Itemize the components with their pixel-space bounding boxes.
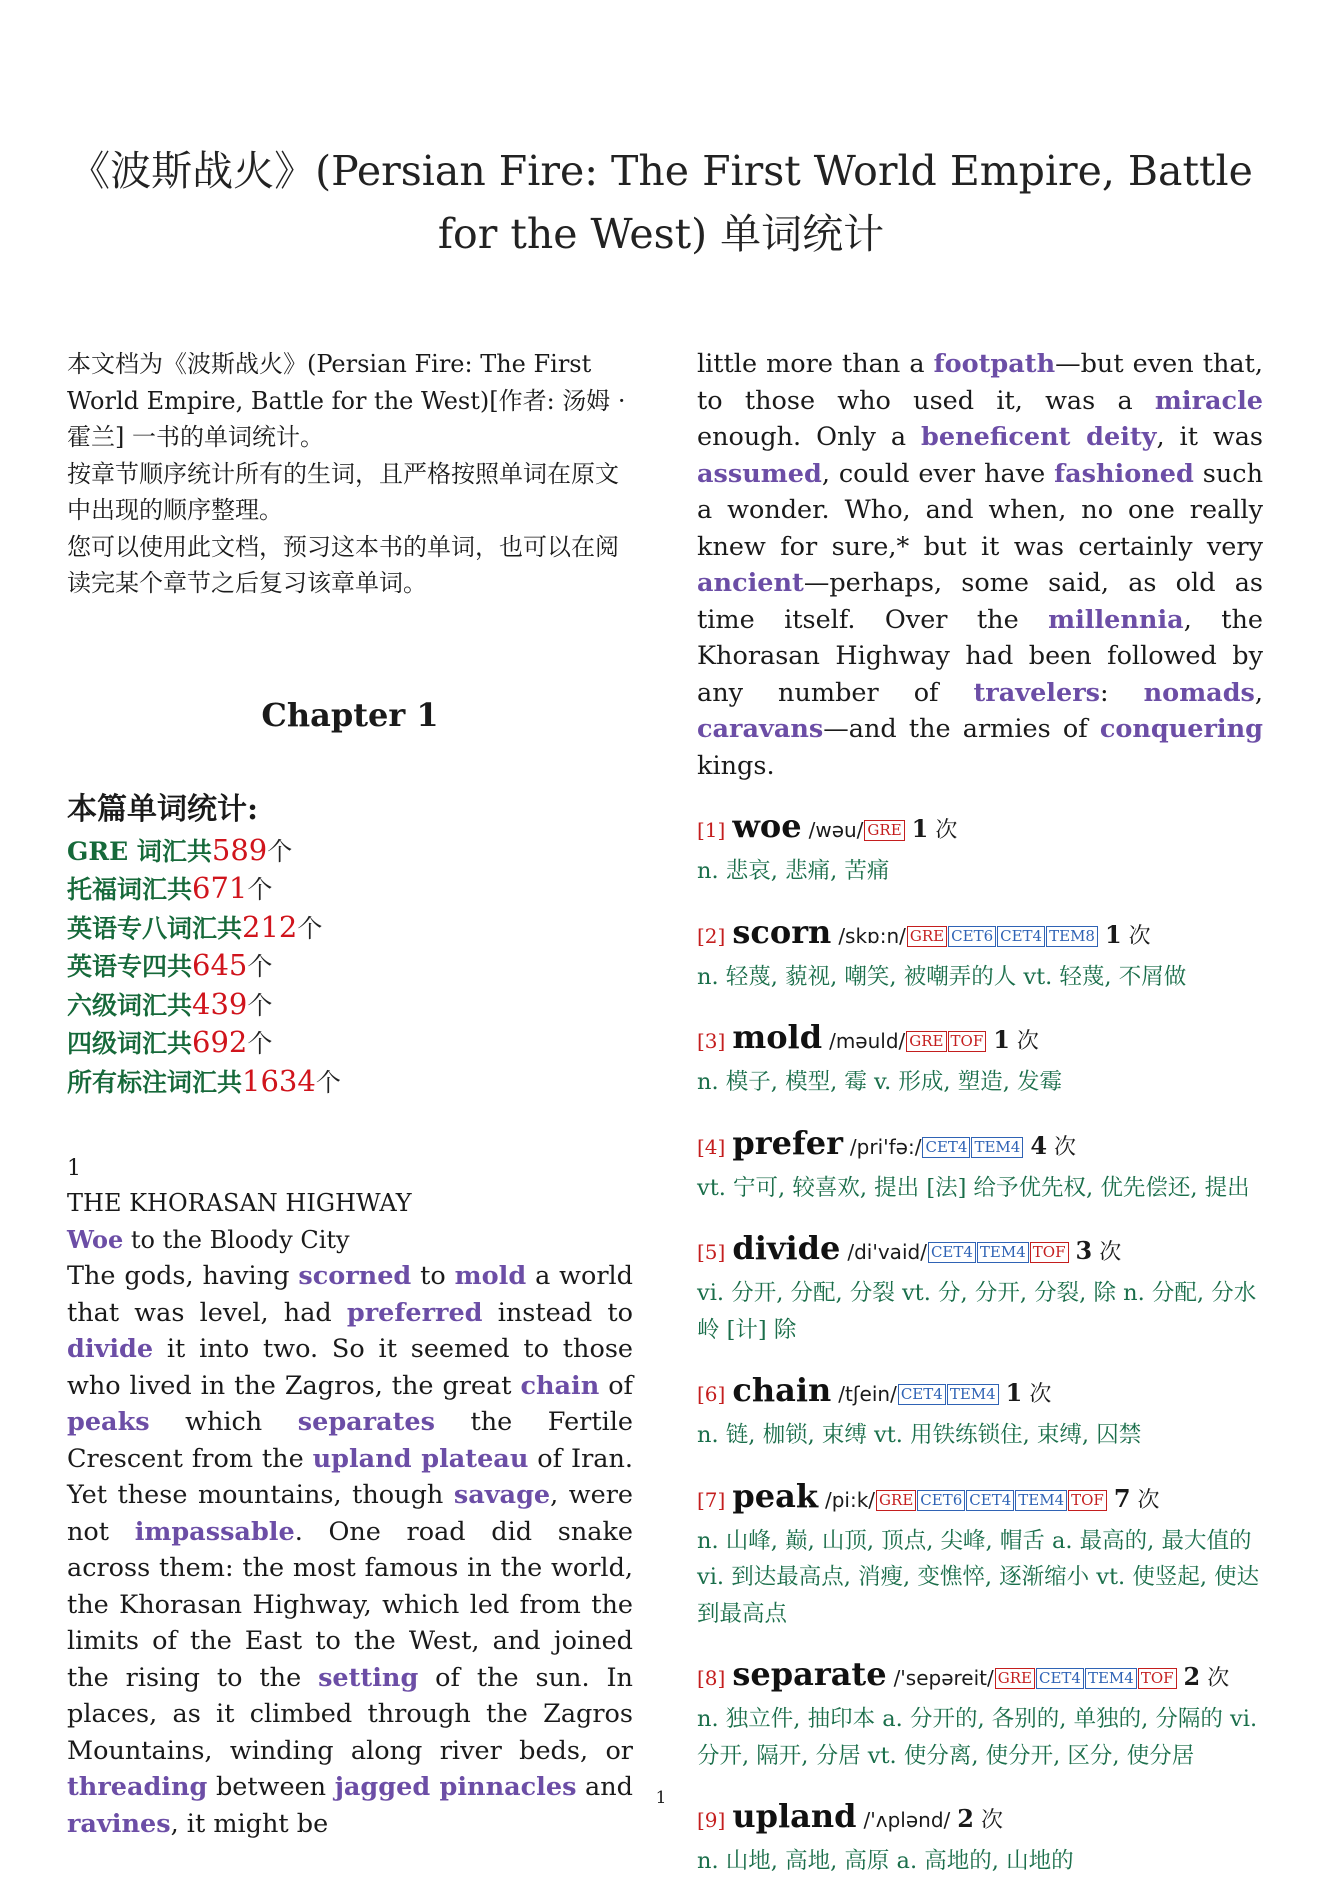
vocab-word[interactable]: separates [297, 1407, 435, 1437]
entry-count-unit: 次 [1022, 1382, 1052, 1407]
entry-count [957, 1804, 1003, 1833]
entry-count-number: 3 [1075, 1236, 1093, 1265]
entry-tag-cet4: CET4 [997, 926, 1045, 947]
stat-row [67, 1024, 633, 1063]
entry-index: [3] [697, 1029, 726, 1053]
stat-label: GRE 词汇共 [67, 836, 212, 866]
entry-tag-gre: GRE [876, 1490, 916, 1511]
entry-tag-gre: GRE [995, 1668, 1035, 1689]
vocab-word[interactable]: upland plateau [312, 1443, 529, 1474]
entry-phonetic: /pi:k/ [824, 1487, 876, 1512]
section-heading: THE KHORASAN HIGHWAY [67, 1189, 412, 1217]
entry-count [911, 814, 958, 843]
stat-unit: 个 [247, 952, 273, 981]
vocab-word[interactable]: beneficent deity [921, 422, 1157, 452]
entry-word[interactable]: divide [732, 1229, 841, 1267]
entry-tag-tof: TOF [1138, 1668, 1177, 1689]
stat-count: 645 [192, 948, 248, 982]
vocab-word[interactable]: footpath [933, 349, 1056, 379]
entry-tag-cet4: CET4 [922, 1137, 970, 1158]
entry-index: [4] [697, 1134, 726, 1159]
stat-unit: 个 [297, 913, 323, 943]
entry-tag-tem4: TEM4 [1085, 1668, 1137, 1689]
stat-row [67, 870, 633, 909]
vocab-word[interactable]: savage [453, 1480, 551, 1510]
section-number: 1 [67, 1156, 81, 1181]
vocab-entry [697, 1226, 1263, 1348]
entry-list [697, 804, 1263, 1880]
entry-tag-tem4: TEM4 [1015, 1490, 1067, 1511]
entry-index: [2] [697, 923, 726, 948]
vocab-word[interactable]: preferred [346, 1297, 483, 1328]
entry-head [697, 1474, 1263, 1523]
entry-index: [5] [697, 1240, 726, 1264]
entry-index: [1] [697, 818, 726, 842]
entry-count [1104, 919, 1151, 949]
vocab-word[interactable]: setting [318, 1662, 419, 1693]
stat-count: 671 [192, 871, 248, 905]
entry-count-number: 2 [1183, 1662, 1201, 1691]
entry-tag-cet4: CET4 [928, 1242, 976, 1263]
stat-label: 四级词汇共 [67, 1029, 193, 1058]
entry-count-number: 7 [1113, 1483, 1131, 1513]
vocab-word[interactable]: chain [520, 1370, 600, 1401]
entry-count [993, 1025, 1039, 1054]
vocab-word[interactable]: scorned [298, 1261, 412, 1291]
entry-definition: n. 独立件, 抽印本 a. 分开的, 各别的, 单独的, 分隔的 vi. 分开, 隔开, 分居 vt. 使分离, 使分开, 区分, 使分居 [697, 1706, 1258, 1769]
entry-phonetic: /di'vaid/ [847, 1240, 927, 1264]
stat-count: 1634 [242, 1063, 316, 1098]
stat-count: 439 [192, 986, 248, 1021]
entry-definition: n. 山峰, 巅, 山顶, 顶点, 尖峰, 帽舌 a. 最高的, 最大值的 vi. 到达最高点, 消瘦, 变憔悴, 逐渐缩小 vt. 使竖起, 使达到最高点 [697, 1527, 1260, 1627]
stat-count: 692 [192, 1025, 248, 1059]
stat-unit: 个 [267, 836, 293, 866]
vocab-entry [697, 1652, 1263, 1774]
entry-tag-tem4: TEM4 [971, 1137, 1023, 1158]
stat-row [67, 1063, 633, 1102]
vocab-entry [697, 1121, 1263, 1207]
entry-definition: n. 模子, 模型, 霉 v. 形成, 塑造, 发霉 [697, 1069, 1063, 1095]
vocab-word[interactable]: peaks [67, 1407, 150, 1437]
entry-count-number: 1 [911, 814, 929, 843]
entry-tag-cet4: CET4 [898, 1384, 946, 1405]
entry-count-unit: 次 [973, 1808, 1003, 1833]
stat-unit: 个 [247, 875, 273, 904]
entry-tag-gre: GRE [907, 926, 947, 947]
entry-count-unit: 次 [1130, 1487, 1160, 1513]
stat-unit: 个 [247, 1029, 273, 1058]
entry-phonetic: /skɒ:n/ [838, 923, 906, 948]
entry-count-unit: 次 [1092, 1240, 1122, 1265]
entry-tag-cet4: CET4 [1036, 1668, 1084, 1689]
entry-head [697, 1226, 1263, 1275]
entry-definition: vi. 分开, 分配, 分裂 vt. 分, 分开, 分裂, 除 n. 分配, 分水岭 [计] 除 [697, 1280, 1257, 1343]
entry-tag-tem4: TEM4 [977, 1242, 1029, 1263]
entry-tag-tof: TOF [948, 1031, 987, 1052]
entry-head [697, 804, 1263, 853]
entry-count-number: 2 [957, 1804, 974, 1833]
entry-count-unit: 次 [1200, 1666, 1230, 1691]
stats-list [67, 832, 633, 1102]
stat-label: 六级词汇共 [67, 990, 193, 1020]
entry-head [697, 1015, 1263, 1064]
chapter-title: Chapter 1 [261, 695, 439, 734]
entry-index: [9] [697, 1808, 726, 1832]
entry-count [1183, 1662, 1230, 1691]
vocab-word[interactable]: caravans [697, 714, 824, 744]
stat-count: 212 [242, 909, 298, 944]
document-title: 《波斯战火》(Persian Fire: The First World Empire, Battle for the West) 单词统计 [69, 147, 1253, 258]
stat-unit: 个 [247, 990, 273, 1020]
entry-tag-cet6: CET6 [948, 926, 996, 947]
entry-word[interactable]: peak [732, 1476, 818, 1515]
vocab-word[interactable]: Woe [67, 1224, 124, 1254]
entry-word[interactable]: woe [732, 807, 802, 845]
entry-count-number: 1 [1104, 919, 1122, 949]
stat-label: 托福词汇共 [67, 875, 193, 904]
entry-definition: vt. 宁可, 较喜欢, 提出 [法] 给予优先权, 优先偿还, 提出 [697, 1174, 1250, 1201]
entry-index: [7] [697, 1487, 726, 1512]
vocab-word[interactable]: jagged pinnacles [334, 1772, 577, 1802]
vocab-word[interactable]: miracle [1154, 385, 1263, 416]
stat-row [67, 909, 633, 948]
vocab-entry [697, 1474, 1263, 1633]
entry-tag-tem4: TEM4 [947, 1384, 999, 1405]
entry-word[interactable]: separate [732, 1655, 887, 1693]
entry-head [697, 1121, 1263, 1170]
passage-left: The gods, having scorned to mold a world that was level, had preferred instead to divide it into two. So it seemed to those who lived in the Zagros, the great chain of peaks which separates the Fertile Crescent from the upland plateau of Iran. Yet these mountains, though savage, were not impassable. One road did snake across them: the most famous in the world, the Khorasan Highway, which led from the limits of the East to the West, and joined the rising to the setting of the sun. In places, as it climbed through the Zagros Mountains, winding along river beds, or threading between jagged pinnacles and ravines, it might be [67, 1261, 634, 1839]
vocab-word[interactable]: fashioned [1054, 458, 1194, 489]
subheading-text: to the Bloody City [123, 1225, 350, 1254]
entry-definition: n. 悲哀, 悲痛, 苦痛 [697, 858, 890, 884]
stats-title: 本篇单词统计: [67, 791, 259, 827]
stat-label: 英语专八词汇共 [67, 913, 243, 943]
entry-tag-cet4: CET4 [966, 1490, 1014, 1511]
entry-tag-tof: TOF [1068, 1490, 1107, 1511]
stat-label: 所有标注词汇共 [67, 1067, 243, 1097]
entry-tag-cet6: CET6 [917, 1490, 965, 1511]
entry-definition: n. 轻蔑, 藐视, 嘲笑, 被嘲弄的人 vt. 轻蔑, 不屑做 [697, 963, 1187, 990]
vocab-entry [697, 910, 1263, 996]
entry-definition: n. 山地, 高地, 高原 a. 高地的, 山地的 [697, 1848, 1074, 1874]
entry-tag-gre: GRE [906, 1031, 946, 1052]
entry-count-number: 1 [1005, 1378, 1023, 1407]
intro-line: 您可以使用此文档，预习这本书的单词，也可以在阅读完某个章节之后复习该章单词。 [67, 532, 619, 597]
entry-count [1075, 1236, 1122, 1265]
stat-unit: 个 [315, 1067, 341, 1097]
vocab-entry [697, 1015, 1263, 1101]
entry-word[interactable]: scorn [732, 912, 832, 951]
vocab-word[interactable]: ravines [67, 1808, 171, 1839]
entry-word[interactable]: prefer [732, 1123, 843, 1162]
stat-row [67, 986, 633, 1025]
stat-row [67, 947, 633, 986]
right-column [697, 346, 1263, 1880]
page-number: 1 [655, 1788, 667, 1808]
entry-tag-tof: TOF [1030, 1242, 1069, 1263]
entry-count-number: 1 [993, 1025, 1010, 1054]
stat-count: 589 [211, 832, 268, 867]
stat-row [67, 832, 633, 871]
entry-phonetic: /tʃein/ [838, 1382, 897, 1406]
entry-phonetic: /pri'fə:/ [849, 1134, 922, 1159]
entry-word[interactable]: mold [732, 1018, 823, 1056]
vocab-entry [697, 1368, 1263, 1454]
intro-line: 按章节顺序统计所有的生词，且严格按照单词在原文中出现的顺序整理。 [67, 459, 619, 524]
intro [67, 346, 633, 602]
vocab-word[interactable]: divide [67, 1334, 154, 1364]
entry-index: [6] [697, 1382, 726, 1406]
vocab-word[interactable]: assumed [697, 458, 822, 489]
vocab-word[interactable]: mold [454, 1261, 527, 1291]
intro-line: 本文档为《波斯战火》(Persian Fire: The First World Empire, Battle for the West)[作者: 汤姆 · 霍兰] 一书的单词统计。 [67, 350, 626, 451]
vocab-entry [697, 804, 1263, 890]
vocab-word[interactable]: threading [67, 1772, 208, 1802]
left-column [67, 346, 633, 1842]
entry-count [1113, 1483, 1160, 1513]
entry-phonetic: /'sepəreit/ [893, 1666, 994, 1690]
entry-word[interactable]: upland [732, 1797, 857, 1835]
vocab-word[interactable]: travelers [973, 677, 1101, 708]
entry-tag-tem8: TEM8 [1046, 926, 1098, 947]
vocab-word[interactable]: impassable [134, 1516, 295, 1547]
entry-count [1030, 1130, 1077, 1160]
section-subheading [67, 1222, 633, 1259]
entry-head [697, 910, 1263, 959]
entry-tag-gre: GRE [864, 820, 904, 841]
entry-definition: n. 链, 枷锁, 束缚 vt. 用铁练锁住, 束缚, 囚禁 [697, 1422, 1142, 1448]
stat-label: 英语专四共 [67, 952, 193, 981]
vocab-word[interactable]: millennia [1048, 604, 1184, 635]
entry-phonetic: /'ʌplənd/ [863, 1808, 951, 1832]
vocab-word[interactable]: nomads [1143, 677, 1255, 708]
entry-phonetic: /wəu/ [808, 818, 864, 842]
entry-phonetic: /məuld/ [829, 1029, 906, 1053]
entry-word[interactable]: chain [732, 1371, 832, 1409]
entry-count [1005, 1378, 1052, 1407]
entry-count-unit: 次 [1009, 1029, 1039, 1054]
vocab-word[interactable]: conquering [1099, 714, 1263, 744]
entry-head [697, 1652, 1263, 1701]
vocab-word[interactable]: ancient [697, 568, 804, 598]
entry-count-number: 4 [1030, 1130, 1048, 1160]
passage-right: little more than a footpath—but even that, to those who used it, was a miracle enough. Only a beneficent deity, it was assumed, could ever have fashioned such a wonder. Who, and when, no one really knew for sure,* but it was certainly very ancient—perhaps, some said, as old as time itself. Over the millennia, the Khorasan Highway had been followed by any number of travelers: nomads, caravans—and the armies of conquering kings. [697, 349, 1263, 781]
entry-head [697, 1368, 1263, 1417]
entry-count-unit: 次 [928, 818, 958, 843]
entry-count-unit: 次 [1047, 1134, 1077, 1160]
entry-count-unit: 次 [1121, 923, 1151, 949]
entry-index: [8] [697, 1666, 726, 1690]
